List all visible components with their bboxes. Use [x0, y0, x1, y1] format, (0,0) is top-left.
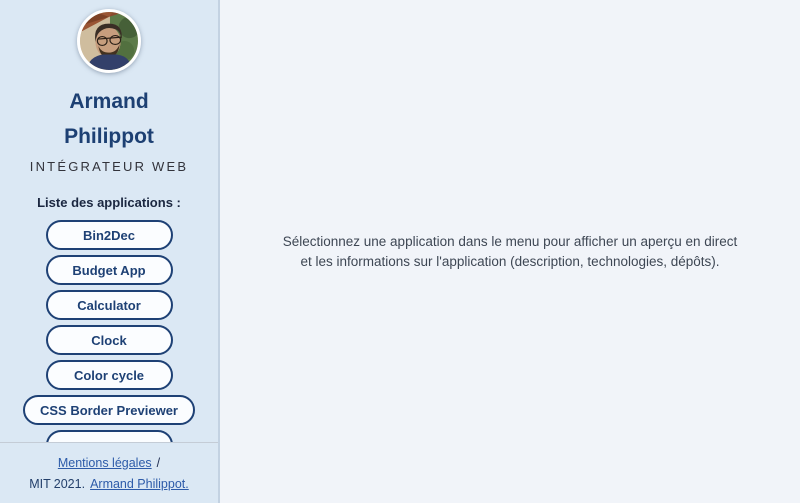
- profile-name-line2: Philippot: [64, 125, 154, 148]
- sidebar-footer: [0, 442, 218, 503]
- sidebar: [0, 0, 220, 503]
- app-button-clock[interactable]: Clock: [46, 325, 173, 355]
- profile-role: INTÉGRATEUR WEB: [29, 159, 189, 174]
- apps-list-label: Liste des applications :: [37, 195, 181, 210]
- app-button-calculator[interactable]: Calculator: [46, 290, 173, 320]
- avatar: [77, 9, 141, 73]
- profile-name: [64, 84, 154, 154]
- app-button-budget-app[interactable]: Budget App: [46, 255, 173, 285]
- apps-nav: [0, 220, 218, 442]
- placeholder-message: Sélectionnez une application dans le menu pour afficher un aperçu en direct et les informations sur l'application (description, technologies, dépôts).: [282, 233, 738, 269]
- app-button-partial[interactable]: [46, 430, 173, 442]
- app-button-css-border-previewer[interactable]: CSS Border Previewer: [23, 395, 195, 425]
- main-content: [220, 0, 800, 503]
- footer-legal-line: [58, 456, 160, 470]
- app-button-bin2dec[interactable]: Bin2Dec: [46, 220, 173, 250]
- license-text: MIT: [29, 476, 51, 491]
- profile-name-line1: Armand: [69, 90, 149, 113]
- year-text: 2021.: [53, 476, 86, 491]
- app-button-color-cycle[interactable]: Color cycle: [46, 360, 173, 390]
- legal-link[interactable]: Mentions légales: [57, 455, 152, 470]
- profile-photo-icon: [80, 12, 138, 70]
- footer-license-line: [29, 477, 188, 491]
- footer-separator: /: [156, 455, 161, 470]
- author-link[interactable]: Armand Philippot.: [90, 476, 189, 491]
